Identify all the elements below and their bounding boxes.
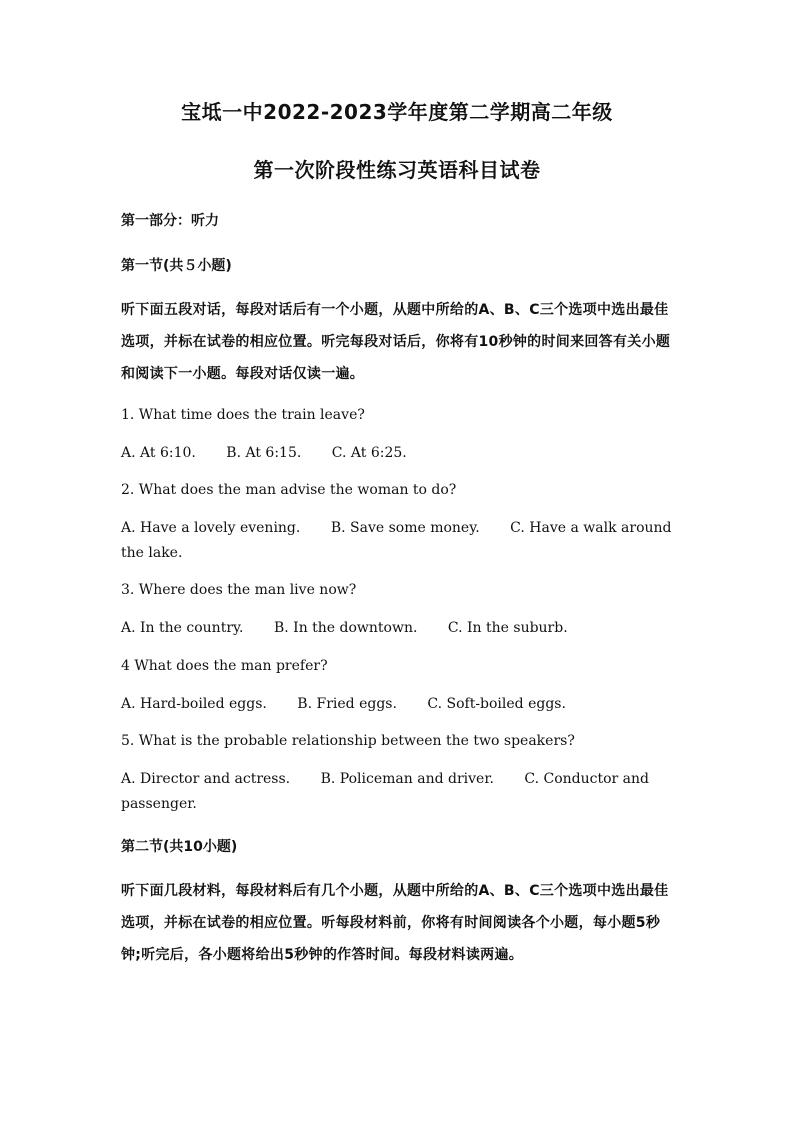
option-b: B. At 6:15. <box>226 445 302 461</box>
exam-title-line2: 第一次阶段性练习英语科目试卷 <box>253 158 541 182</box>
option-c: C. Conductor and passenger. <box>121 771 650 812</box>
option-c: C. Soft-boiled eggs. <box>427 696 566 712</box>
section1-heading: 第一节(共５小题) <box>121 258 232 274</box>
option-a: A. Hard-boiled eggs. <box>121 696 267 712</box>
option-c: C. At 6:25. <box>331 445 407 461</box>
question-5: 5. What is the probable relationship between the two speakers? <box>121 733 575 749</box>
question-5-options <box>121 767 673 817</box>
option-b: B. Policeman and driver. <box>320 771 494 787</box>
option-b: B. Fried eggs. <box>297 696 397 712</box>
section2-instruction: 听下面几段材料，每段材料后有几个小题，从题中所给的A、B、C三个选项中选出最佳选项，并标在试卷的相应位置。听每段材料前，你将有时间阅读各个小题，每小题5秒钟;听完后，各小题将给出5秒钟的作答时间。每段材料读两遍。 <box>121 883 669 963</box>
question-4-options <box>121 692 673 717</box>
option-b: B. Save some money. <box>330 520 480 536</box>
option-c: C. In the suburb. <box>447 620 568 636</box>
question-2: 2. What does the man advise the woman to do? <box>121 482 457 498</box>
exam-title-line1: 宝坻一中2022-2023学年度第二学期高二年级 <box>181 100 613 124</box>
question-1: 1. What time does the train leave? <box>121 407 365 423</box>
option-c: C. Have a walk around the lake. <box>121 520 672 561</box>
question-3-options <box>121 616 673 641</box>
section1-instruction: 听下面五段对话，每段对话后有一个小题，从题中所给的A、B、C三个选项中选出最佳选项，并标在试卷的相应位置。听完每段对话后，你将有10秒钟的时间来回答有关小题和阅读下一小题。每段对话仅读一遍。 <box>121 302 671 382</box>
question-1-options <box>121 441 673 466</box>
question-4: 4 What does the man prefer? <box>121 658 328 674</box>
part-heading: 第一部分：听力 <box>121 213 219 229</box>
section2-heading: 第二节(共10小题) <box>121 839 238 855</box>
option-a: A. Director and actress. <box>121 771 291 787</box>
question-3: 3. Where does the man live now? <box>121 582 357 598</box>
option-a: A. At 6:10. <box>121 445 196 461</box>
option-b: B. In the downtown. <box>273 620 418 636</box>
option-a: A. Have a lovely evening. <box>121 520 301 536</box>
question-2-options <box>121 516 673 566</box>
option-a: A. In the country. <box>121 620 244 636</box>
